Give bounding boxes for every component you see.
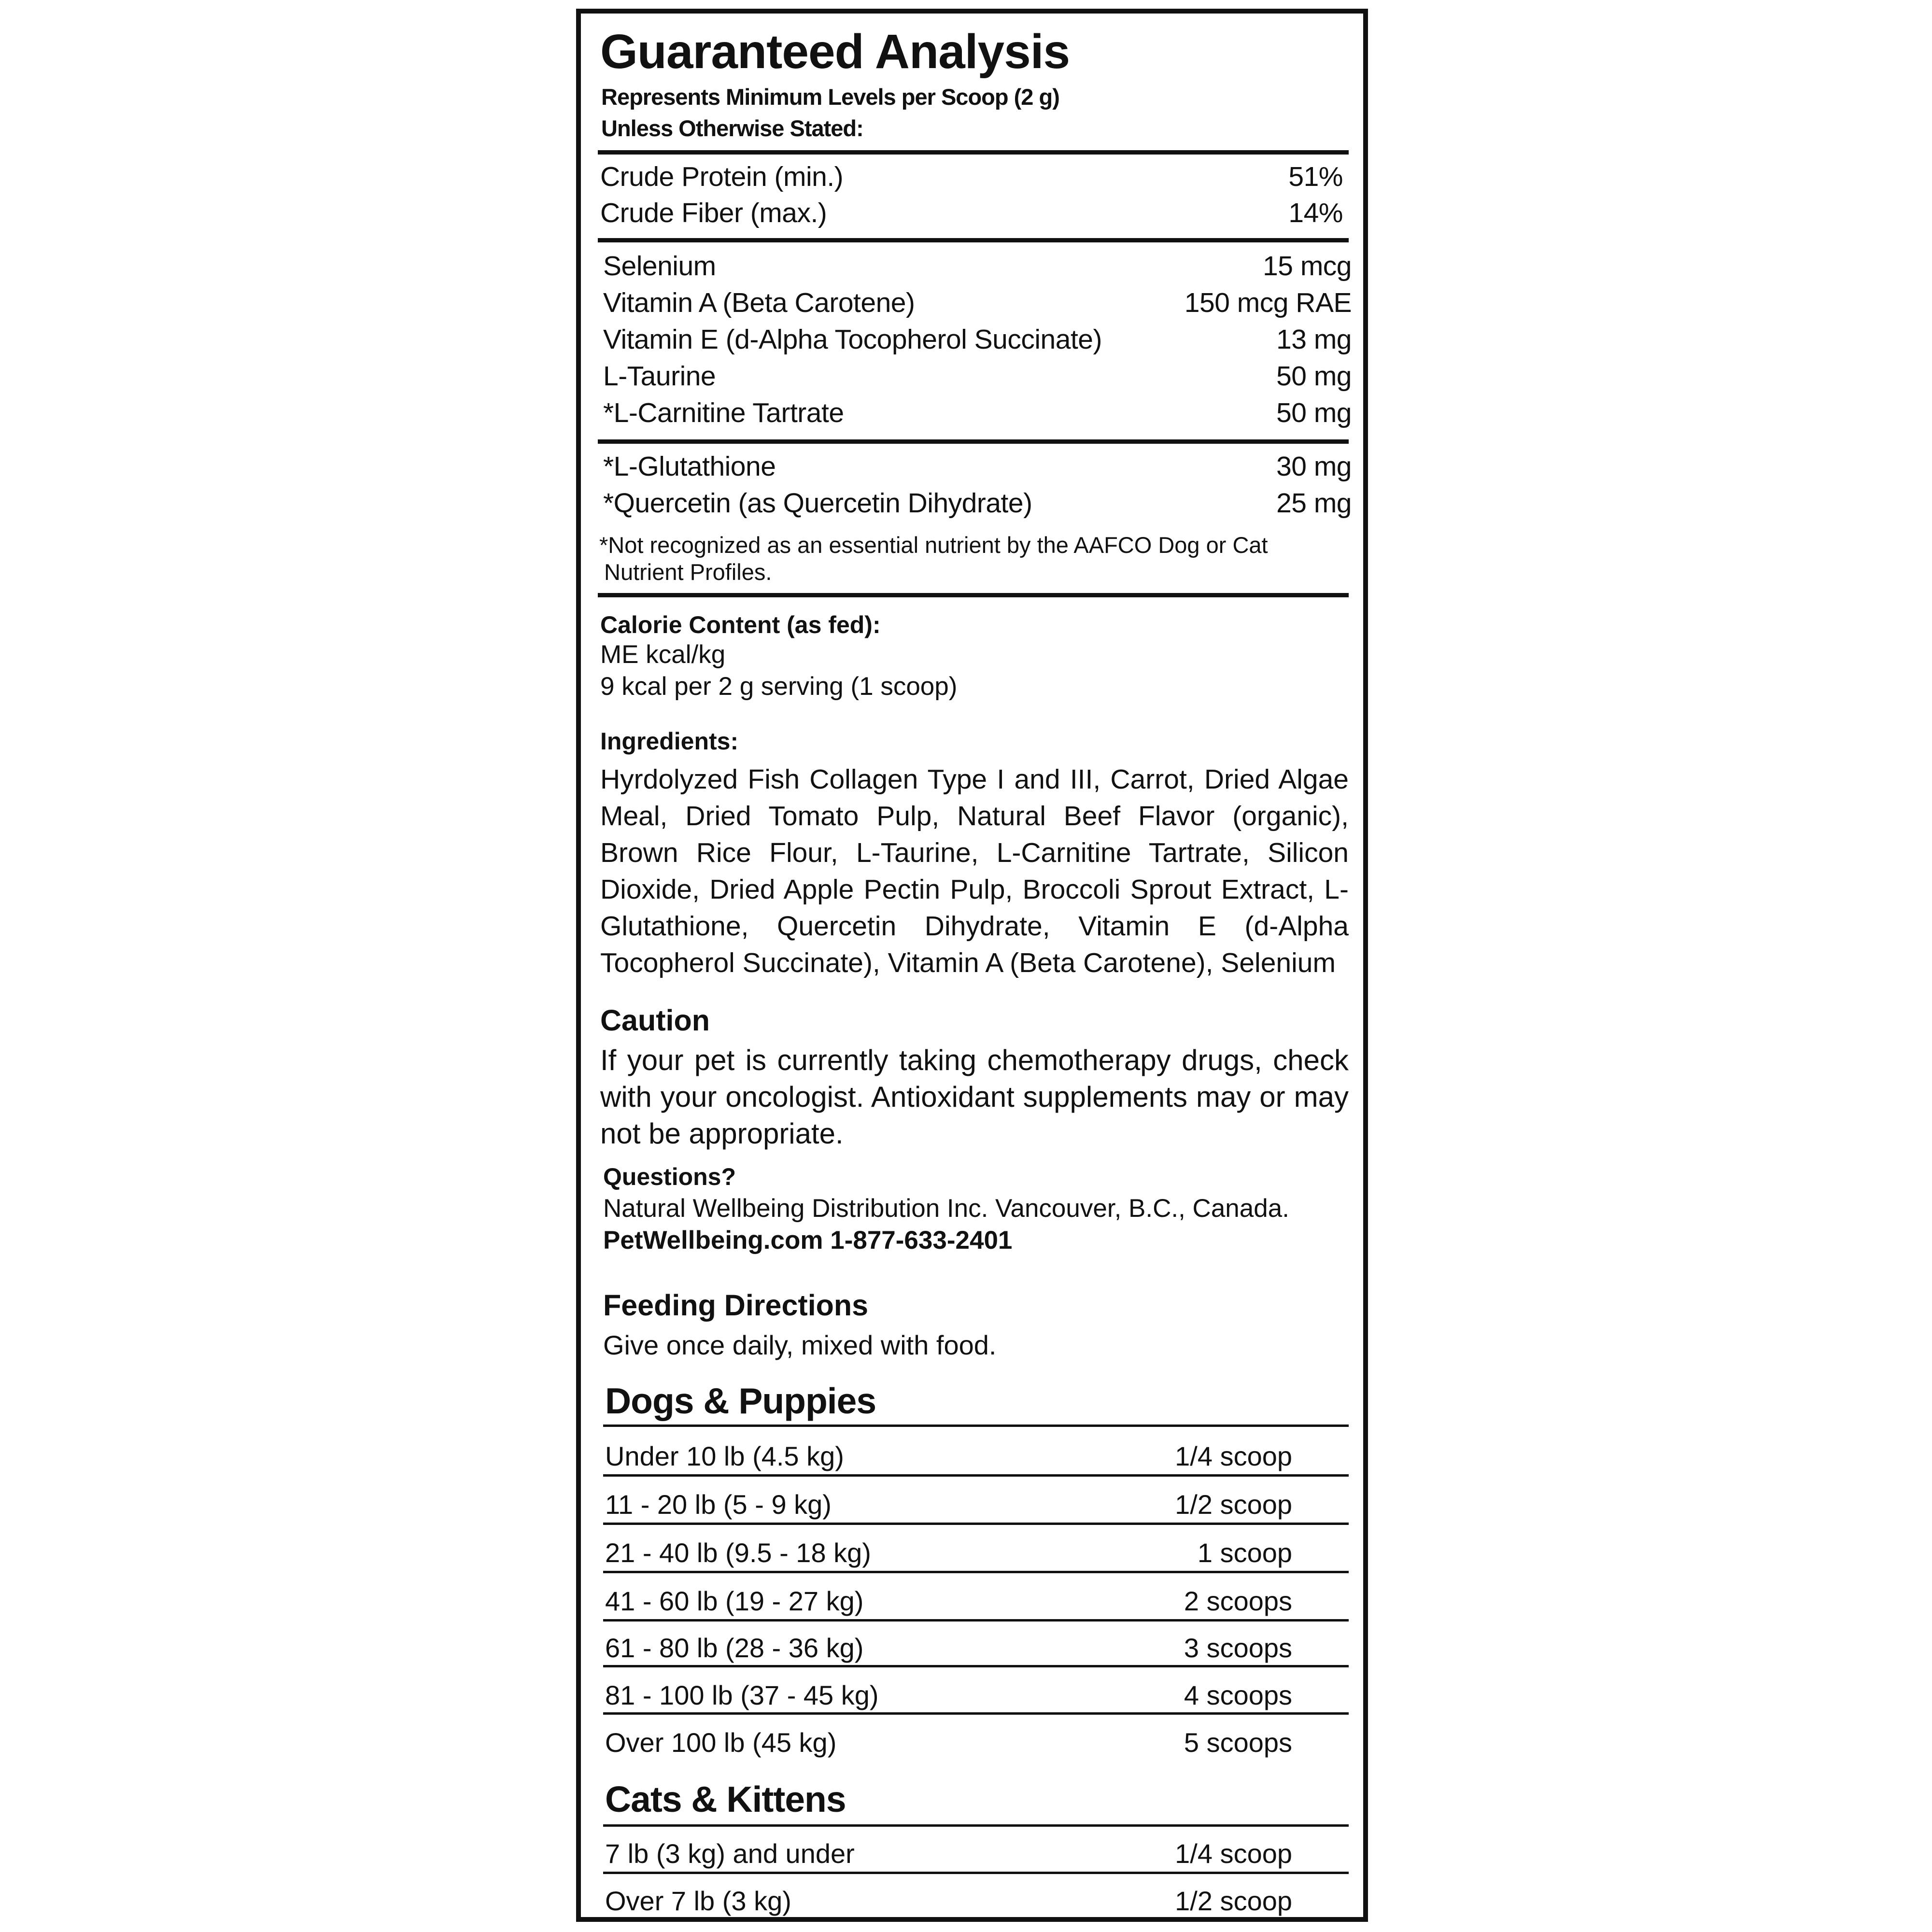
calorie-section [600, 611, 957, 703]
table-row [605, 1440, 1349, 1472]
divider [603, 1474, 1349, 1477]
calorie-line: 9 kcal per 2 g serving (1 scoop) [600, 672, 958, 701]
nutrient-name: *L-Carnitine Tartrate [603, 397, 844, 428]
analysis-row [600, 161, 1349, 193]
nutrient-value: 51% [1288, 161, 1343, 192]
questions-contact: PetWellbeing.com 1-877-633-2401 [603, 1226, 1013, 1255]
nutrient-name: Crude Protein (min.) [600, 161, 844, 192]
nutrient-name: L-Taurine [603, 361, 716, 392]
dose-cell: 5 scoops [1184, 1727, 1292, 1758]
nutrient-value: 50 mg [1276, 361, 1352, 392]
weight-cell: Over 100 lb (45 kg) [605, 1727, 837, 1758]
dose-cell: 1/2 scoop [1175, 1886, 1292, 1916]
nutrient-name: *Quercetin (as Quercetin Dihydrate) [603, 488, 1032, 519]
weight-cell: Under 10 lb (4.5 kg) [605, 1441, 844, 1471]
nutrient-value: 13 mg [1276, 324, 1352, 355]
analysis-row [603, 324, 1352, 355]
analysis-row [603, 487, 1352, 519]
nutrient-value: 150 mcg RAE [1184, 287, 1352, 318]
analysis-row [600, 197, 1349, 229]
ingredients-heading: Ingredients: [600, 728, 739, 755]
weight-cell: 61 - 80 lb (28 - 36 kg) [605, 1633, 864, 1663]
analysis-title: Guaranteed Analysis [600, 25, 1070, 79]
divider [603, 1424, 1349, 1427]
weight-cell: 7 lb (3 kg) and under [605, 1838, 855, 1869]
feeding-text: Give once daily, mixed with food. [603, 1330, 997, 1360]
divider [603, 1665, 1349, 1667]
table-row [605, 1727, 1349, 1758]
divider [603, 1872, 1349, 1874]
divider [598, 150, 1349, 155]
dose-cell: 1 scoop [1197, 1537, 1292, 1568]
questions-heading: Questions? [603, 1163, 736, 1190]
footnote [599, 532, 1348, 586]
analysis-row [603, 451, 1352, 482]
table-row [605, 1885, 1349, 1917]
nutrient-name: *L-Glutathione [603, 451, 776, 482]
table-row [605, 1679, 1349, 1711]
footnote-line: *Not recognized as an essential nutrient by the AAFCO Dog or Cat [599, 532, 1268, 558]
weight-cell: Over 7 lb (3 kg) [605, 1886, 791, 1916]
table-row [605, 1585, 1349, 1617]
questions-section [603, 1163, 1289, 1256]
weight-cell: 41 - 60 lb (19 - 27 kg) [605, 1586, 864, 1616]
nutrient-value: 50 mg [1276, 397, 1352, 428]
dose-cell: 2 scoops [1184, 1586, 1292, 1616]
divider [598, 439, 1349, 444]
nutrient-value: 25 mg [1276, 488, 1352, 519]
caution-heading: Caution [600, 1004, 710, 1037]
divider [603, 1712, 1349, 1715]
nutrient-name: Vitamin E (d-Alpha Tocopherol Succinate) [603, 324, 1102, 355]
table-row [605, 1489, 1349, 1520]
questions-company: Natural Wellbeing Distribution Inc. Vancouver, B.C., Canada. [603, 1194, 1289, 1223]
analysis-row [603, 287, 1352, 319]
dose-cell: 1/2 scoop [1175, 1489, 1292, 1520]
weight-cell: 81 - 100 lb (37 - 45 kg) [605, 1680, 879, 1710]
nutrient-value: 14% [1288, 197, 1343, 228]
analysis-subtitle-1: Represents Minimum Levels per Scoop (2 g) [601, 84, 1059, 110]
nutrient-value: 30 mg [1276, 451, 1352, 482]
nutrient-name: Crude Fiber (max.) [600, 197, 827, 228]
divider [603, 1523, 1349, 1525]
caution-text: If your pet is currently taking chemotherapy drugs, check with your oncologist. Antioxidant supplements may or may not be appropriate. [600, 1044, 1349, 1150]
dogs-title: Dogs & Puppies [605, 1381, 876, 1421]
divider [603, 1619, 1349, 1622]
weight-cell: 21 - 40 lb (9.5 - 18 kg) [605, 1537, 871, 1568]
dose-cell: 4 scoops [1184, 1680, 1292, 1710]
calorie-heading: Calorie Content (as fed): [600, 611, 881, 638]
table-row [605, 1632, 1349, 1664]
divider [603, 1571, 1349, 1573]
footnote-line: Nutrient Profiles. [604, 559, 772, 585]
dose-cell: 1/4 scoop [1175, 1441, 1292, 1471]
ingredients-text: Hyrdolyzed Fish Collagen Type I and III, Carrot, Dried Algae Meal, Dried Tomato Pulp, Natural Beef Flavor (organic), Brown Rice Flour, L-Taurine, L-Carnitine Tartrate, Silicon Dioxide, Dried Apple Pectin Pulp, Broccoli Sprout Extract, L- Glutathione, Quercetin Dihydrate, Vitamin E (d-Alpha Tocopherol Succinate), Vitamin A (Beta Carotene), Selenium [600, 764, 1349, 978]
dose-cell: 3 scoops [1184, 1633, 1292, 1663]
analysis-subtitle-2: Unless Otherwise Stated: [601, 115, 863, 141]
dose-cell: 1/4 scoop [1175, 1838, 1292, 1869]
weight-cell: 11 - 20 lb (5 - 9 kg) [605, 1489, 832, 1520]
nutrient-value: 15 mcg [1263, 251, 1352, 282]
table-row [605, 1838, 1349, 1869]
analysis-row [603, 250, 1352, 282]
nutrition-label-panel [576, 9, 1368, 1922]
analysis-row [603, 397, 1352, 429]
divider [598, 238, 1349, 242]
nutrient-name: Selenium [603, 251, 716, 282]
feeding-heading: Feeding Directions [603, 1289, 869, 1322]
cats-title: Cats & Kittens [605, 1779, 846, 1819]
divider [603, 1824, 1349, 1827]
table-row [605, 1537, 1349, 1568]
divider [598, 593, 1349, 597]
calorie-line: ME kcal/kg [600, 640, 726, 669]
analysis-row [603, 360, 1352, 392]
nutrient-name: Vitamin A (Beta Carotene) [603, 287, 915, 318]
